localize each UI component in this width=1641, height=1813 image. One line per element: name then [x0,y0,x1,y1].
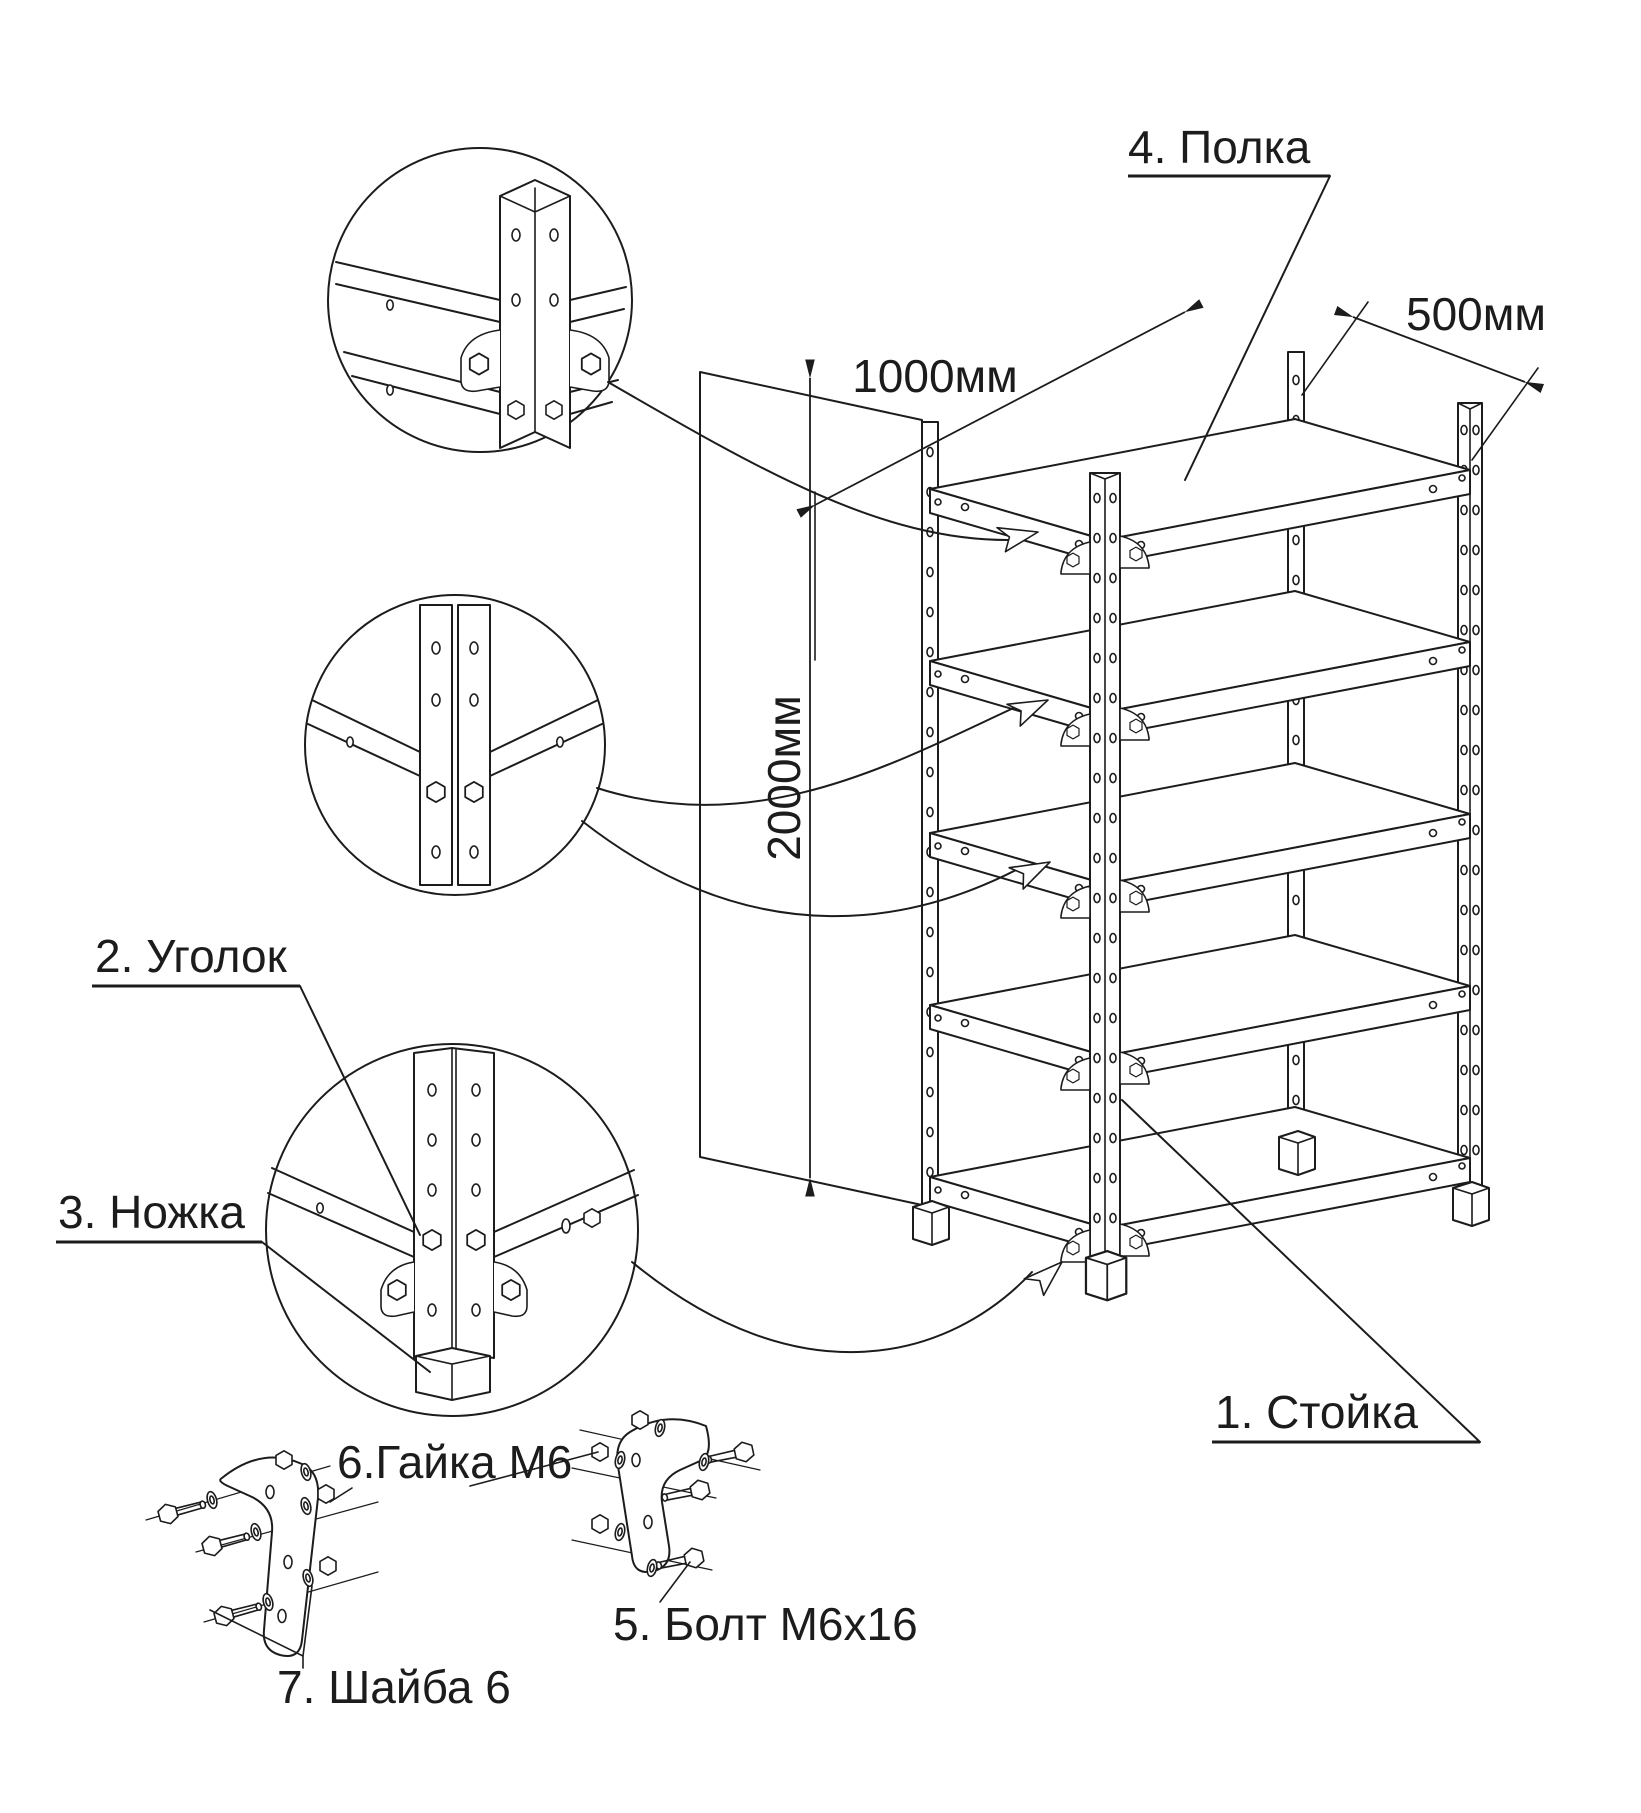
foot-detail [416,1348,490,1400]
shelf-5 [930,1107,1470,1252]
post-rear-left [922,422,938,1207]
detail-circle-middle [305,595,605,895]
label-nut: 6.Гайка М6 [337,1436,573,1488]
dim-width-label: 1000мм [852,350,1018,402]
shelf-2 [930,591,1470,736]
nut-drawing [276,1451,292,1469]
label-shelf: 4. Полка [1128,121,1311,173]
bolt-drawing [157,1494,208,1526]
label-bolt: 5. Болт М6х16 [613,1598,918,1650]
detail-circle-bottom [266,1044,638,1416]
post-front-left [1090,473,1120,1258]
dim-height-label: 2000мм [758,695,810,861]
detail-circle-top [328,148,632,452]
label-bracket: 2. Уголок [95,930,287,982]
label-foot: 3. Ножка [58,1186,245,1238]
shelf-4 [930,935,1470,1080]
label-post: 1. Стойка [1215,1386,1418,1438]
dim-height [758,378,810,1178]
hardware-bracket-right [572,1411,760,1577]
height-projection-panel [700,372,922,1205]
shelf-3 [930,763,1470,908]
dim-depth-label: 500мм [1406,288,1546,340]
callout-bolt [613,1562,918,1650]
label-washer: 7. Шайба 6 [277,1661,511,1713]
callout-nut [330,1436,598,1502]
post-front-right [1458,403,1482,1188]
